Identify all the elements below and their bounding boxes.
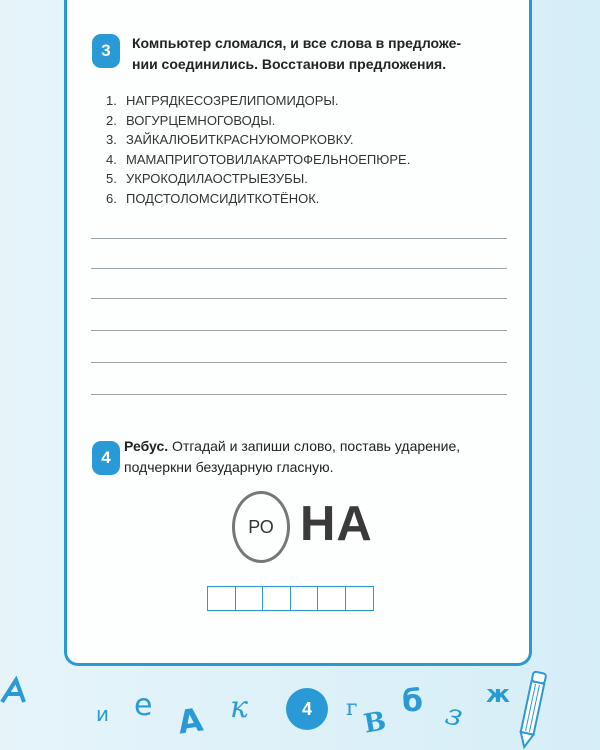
decor-letter: е [134, 688, 153, 723]
answer-cell[interactable] [207, 586, 236, 611]
page-number: 4 [286, 688, 328, 730]
item-text: МАМАПРИГОТОВИЛАКАРТОФЕЛЬНОЕПЮРЕ. [126, 151, 411, 167]
answer-cells [207, 586, 372, 611]
item-text: ЗАЙКАЛЮБИТКРАСНУЮМОРКОВКУ. [126, 132, 354, 148]
item-text: УКРОКОДИЛАОСТРЫЕЗУБЫ. [126, 171, 308, 187]
task-4-instructions-line-2: подчеркни безударную гласную. [124, 459, 334, 475]
decor-letter: и [96, 702, 109, 726]
decor-letter: А [175, 700, 206, 742]
item-number: 2. [106, 112, 117, 128]
item-text: НАГРЯДКЕСОЗРЕЛИПОМИДОРЫ. [126, 93, 339, 108]
task-4-title: Ребус. [124, 438, 169, 454]
list-item [106, 130, 410, 150]
task-4-instructions-text-1: Отгадай и запиши слово, поставь ударение, [168, 438, 461, 454]
decor-letter: к [230, 690, 248, 725]
task-3-badge: 3 [92, 34, 120, 68]
writing-line-4[interactable] [91, 330, 507, 331]
list-item [106, 189, 410, 209]
item-number: 6. [106, 190, 117, 206]
item-number: 1. [106, 93, 117, 108]
decor-letter: ж [486, 680, 510, 708]
decor-letter: В [361, 706, 389, 740]
decor-letter: г [346, 696, 358, 721]
item-number: 3. [106, 132, 117, 148]
decor-letter-fragment-icon [0, 676, 40, 706]
rebus-word: НА [300, 497, 373, 551]
pencil-icon [518, 668, 548, 750]
item-text: ПОДСТОЛОМСИДИТКОТЁНОК. [126, 190, 320, 206]
list-item [106, 111, 410, 131]
item-number: 5. [106, 171, 117, 187]
writing-line-1[interactable] [91, 238, 507, 239]
answer-cell[interactable] [235, 586, 264, 611]
decor-letter: з [441, 696, 467, 735]
list-item [106, 150, 410, 170]
list-item [106, 91, 410, 111]
rebus-circle-text: РО [248, 516, 274, 537]
rebus-circle [232, 491, 290, 563]
list-item [106, 169, 410, 189]
task-3-instructions-line-2: нии соединились. Восстанови предложения. [132, 56, 447, 72]
task-4-instructions-line-1 [124, 436, 512, 457]
decor-letter: б [402, 684, 423, 719]
answer-cell[interactable] [262, 586, 291, 611]
writing-line-6[interactable] [91, 394, 507, 395]
answer-cell[interactable] [317, 586, 346, 611]
jumbled-sentences-list [106, 91, 410, 209]
writing-line-5[interactable] [91, 362, 507, 363]
answer-cell[interactable] [345, 586, 374, 611]
answer-cell[interactable] [290, 586, 319, 611]
task-4-instructions [124, 436, 512, 478]
writing-line-3[interactable] [91, 298, 507, 299]
writing-line-2[interactable] [91, 268, 507, 269]
task-4-badge: 4 [92, 441, 120, 475]
item-number: 4. [106, 151, 117, 167]
item-text: ВОГУРЦЕМНОГОВОДЫ. [126, 112, 276, 128]
task-3-instructions-line-1: Компьютер сломался, и все слова в предложе- [132, 35, 462, 51]
task-3-instructions [132, 33, 512, 75]
